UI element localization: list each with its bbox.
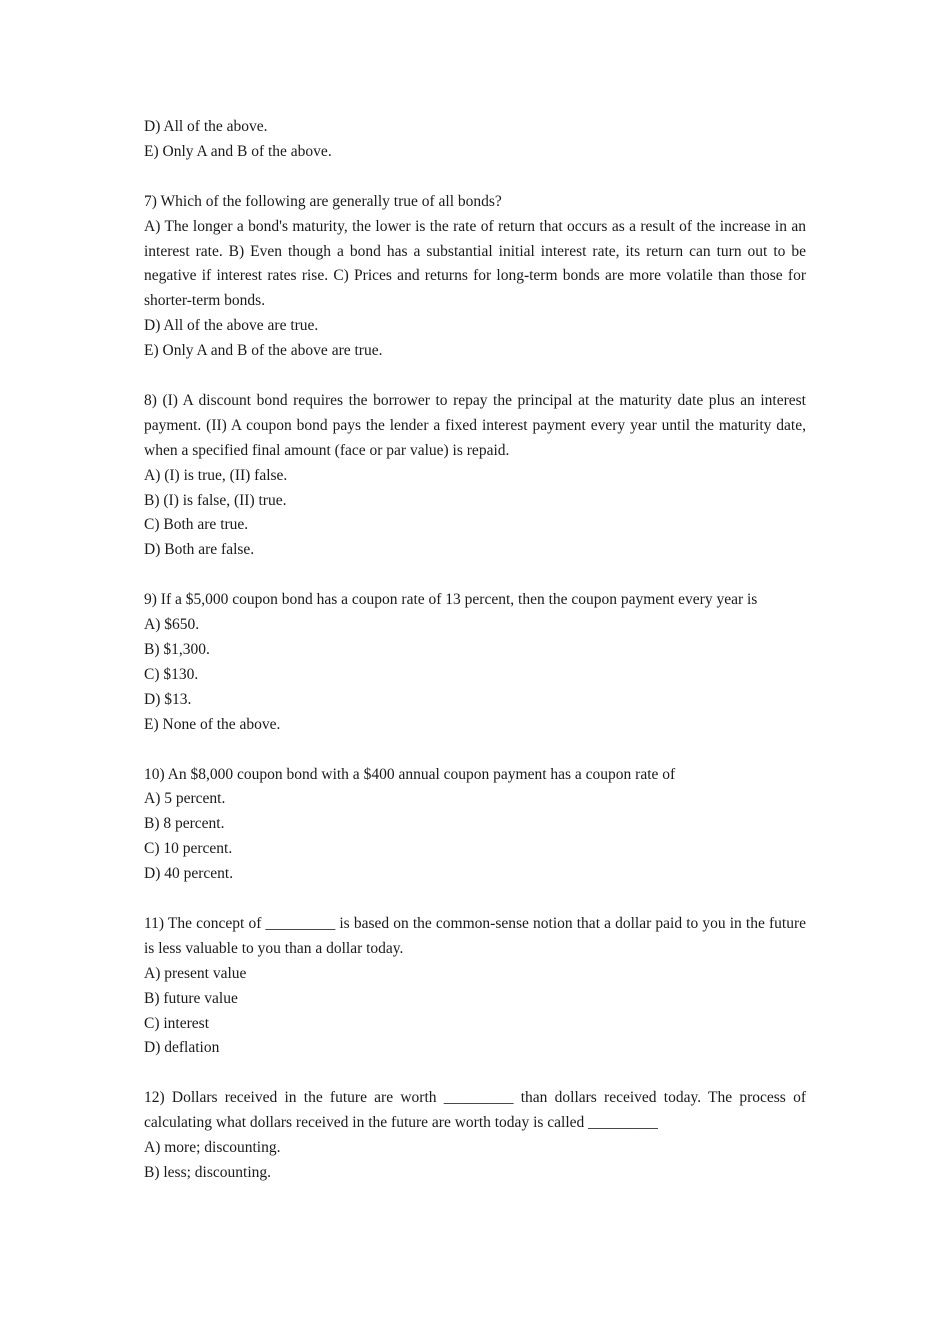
question-stem: 10) An $8,000 coupon bond with a $400 annual coupon payment has a coupon rate of (144, 765, 676, 783)
option-d: D) 40 percent. (144, 865, 234, 883)
question-stem: 8) (I) A discount bond requires the borrower to repay the principal at the maturity date plus an interest payment. (II) A coupon bond pays the lender a fixed interest payment every year until the maturity date, when a specified final amount (face or par value) is repaid. (144, 391, 806, 459)
spacer (144, 364, 806, 389)
question-block-9 (144, 588, 806, 737)
question-block-8 (144, 389, 806, 563)
question-block-12 (144, 1086, 806, 1186)
question-block-prev (144, 115, 806, 165)
option-a: A) 5 percent. (144, 790, 226, 808)
question-stem: 12) Dollars received in the future are worth _________ than dollars received today. The process of calculating what dollars received in the future are worth today is called _________ (144, 1089, 806, 1132)
option-d: D) Both are false. (144, 541, 255, 559)
option-b: B) (I) is false, (II) true. (144, 491, 287, 509)
spacer (144, 738, 806, 763)
option-e: E) Only A and B of the above. (144, 142, 332, 160)
option-c: C) $130. (144, 665, 199, 683)
question-stem: 7) Which of the following are generally true of all bonds? (144, 192, 502, 210)
option-e: E) Only A and B of the above are true. (144, 342, 383, 360)
option-c: C) interest (144, 1014, 209, 1032)
option-d: D) All of the above. (144, 118, 268, 135)
option-a: A) (I) is true, (II) false. (144, 466, 288, 484)
option-a: A) more; discounting. (144, 1139, 281, 1157)
option-b: B) 8 percent. (144, 815, 225, 833)
question-stem: 11) The concept of _________ is based on the common-sense notion that a dollar paid to you in the future is less valuable to you than a dollar today. (144, 914, 806, 957)
document-page (144, 115, 806, 1186)
option-b: B) $1,300. (144, 640, 210, 658)
spacer (144, 1061, 806, 1086)
spacer (144, 165, 806, 190)
option-c: C) Both are true. (144, 516, 249, 534)
question-body: A) The longer a bond's maturity, the lower is the rate of return that occurs as a result of the increase in an interest rate. B) Even though a bond has a substantial initial interest rate, its return can turn out to be negative if interest rates rise. C) Prices and returns for long-term bonds are more volatile than those for shorter-term bonds. (144, 217, 806, 310)
option-a: A) present value (144, 964, 247, 982)
question-block-11 (144, 912, 806, 1061)
question-block-10 (144, 763, 806, 888)
option-b: B) future value (144, 989, 238, 1007)
question-stem: 9) If a $5,000 coupon bond has a coupon rate of 13 percent, then the coupon payment every year is (144, 591, 758, 609)
spacer (144, 887, 806, 912)
option-d: D) $13. (144, 690, 192, 708)
option-d: D) deflation (144, 1039, 220, 1057)
option-c: C) 10 percent. (144, 840, 233, 858)
option-a: A) $650. (144, 616, 200, 634)
option-b: B) less; discounting. (144, 1163, 272, 1181)
option-d: D) All of the above are true. (144, 317, 319, 335)
option-e: E) None of the above. (144, 715, 281, 733)
spacer (144, 563, 806, 588)
question-block-7 (144, 190, 806, 364)
